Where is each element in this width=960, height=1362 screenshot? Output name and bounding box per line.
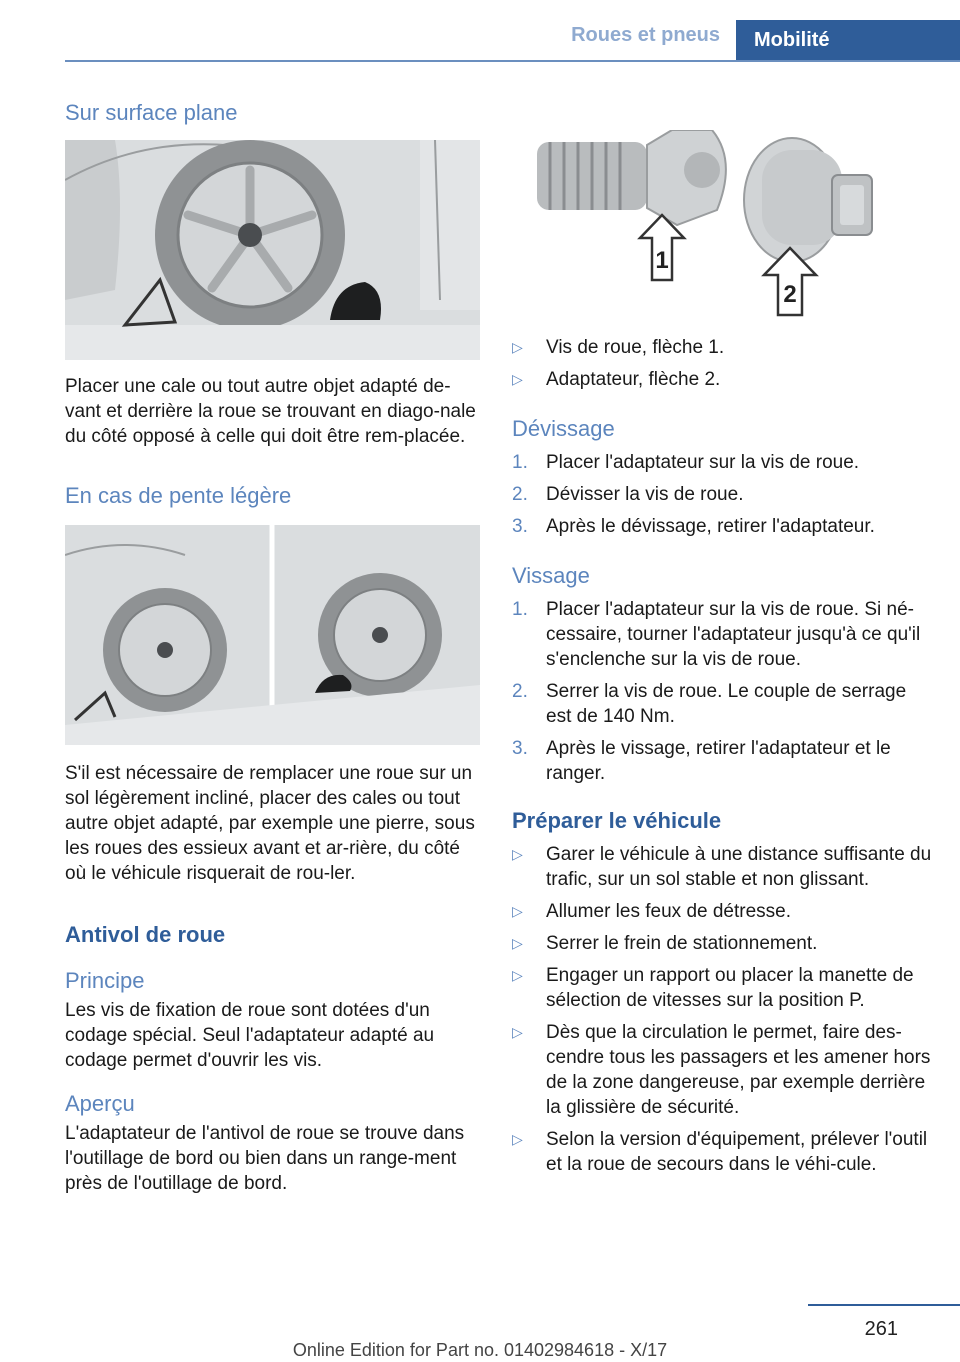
apercu-title: Aperçu xyxy=(65,1091,135,1116)
devissage-steps xyxy=(512,450,932,539)
figure-label-1: 1 xyxy=(655,247,669,274)
principe-title: Principe xyxy=(65,968,145,993)
figure-wheels-slope xyxy=(65,525,480,745)
list-item: 3. Après le vissage, retirer l'adaptateur et le ranger. xyxy=(512,738,891,784)
triangle-bullet-icon: ▷ xyxy=(512,903,523,919)
list-item: 1. Placer l'adaptateur sur la vis de roue. xyxy=(512,452,860,473)
triangle-bullet-icon: ▷ xyxy=(512,935,523,951)
header-section-title: Roues et pneus xyxy=(571,24,720,46)
triangle-bullet-icon: ▷ xyxy=(512,1024,523,1040)
left-column xyxy=(65,100,480,1196)
page-number: 261 xyxy=(864,1318,898,1340)
flat-surface-text: Placer une cale ou tout autre objet adapté de‐vant et derrière la roue se trouvant en diago‐nale du côté opposé à celle qui doit être rem‐placée. xyxy=(65,376,476,447)
list-item: 2. Dévisser la vis de roue. xyxy=(512,484,744,505)
list-item: ▷ Selon la version d'équipement, prélever l'outil et la roue de secours dans le véhi‐cule. xyxy=(512,1129,928,1175)
list-item: ▷ Adaptateur, flèche 2. xyxy=(512,369,721,390)
list-item: ▷ Serrer le frein de stationnement. xyxy=(512,933,818,954)
apercu-text: L'adaptateur de l'antivol de roue se trouve dans l'outillage de bord ou bien dans un range‐ment près de l'outillage de bord. xyxy=(65,1123,465,1194)
list-item: 2. Serrer la vis de roue. Le couple de serrage est de 140 Nm. xyxy=(512,681,907,727)
slope-title: En cas de pente légère xyxy=(65,483,292,508)
triangle-bullet-icon: ▷ xyxy=(512,1131,523,1147)
list-item: ▷ Engager un rapport ou placer la manette de sélection de vitesses sur la position P. xyxy=(512,965,914,1011)
vissage-steps xyxy=(512,597,932,786)
principe-text: Les vis de fixation de roue sont dotées d'un codage spécial. Seul l'adaptateur adapté au codage permet d'ouvrir les vis. xyxy=(65,1000,435,1071)
flat-surface-title: Sur surface plane xyxy=(65,100,238,125)
list-item: ▷ Garer le véhicule à une distance suffisante du trafic, sur un sol stable et non glissant. xyxy=(512,844,932,890)
footer-rule xyxy=(808,1304,960,1306)
figure-label-2: 2 xyxy=(783,281,797,308)
figure-wheel-flat xyxy=(65,140,480,360)
edition-footer: Online Edition for Part no. 01402984618 - X/17 xyxy=(292,1340,668,1360)
preparer-list xyxy=(512,842,932,1177)
list-item: 1. Placer l'adaptateur sur la vis de roue. Si né‐cessaire, tourner l'adaptateur jusqu'à ce qu'il s'enclenche sur la vis de roue. xyxy=(512,599,921,670)
vissage-title: Vissage xyxy=(512,563,590,588)
list-item: ▷ Allumer les feux de détresse. xyxy=(512,901,792,922)
list-item: ▷ Vis de roue, flèche 1. xyxy=(512,337,725,358)
triangle-bullet-icon: ▷ xyxy=(512,967,523,983)
header-chapter-tab: Mobilité xyxy=(736,20,960,62)
antivol-title: Antivol de roue xyxy=(65,922,226,947)
parts-list xyxy=(512,335,932,392)
right-column xyxy=(512,130,932,1184)
preparer-title: Préparer le véhicule xyxy=(512,808,722,833)
figure-bolt-adapter xyxy=(512,130,932,320)
list-item: 3. Après le dévissage, retirer l'adaptateur. xyxy=(512,516,875,537)
devissage-title: Dévissage xyxy=(512,416,615,441)
triangle-bullet-icon: ▷ xyxy=(512,371,523,387)
page-header xyxy=(0,0,960,64)
header-rule xyxy=(65,60,960,62)
slope-text: S'il est nécessaire de remplacer une roue sur un sol légèrement incliné, placer des cales ou tout autre objet adapté, par exemple une pierre, sous les roues des essieux avant et ar‐rière, du côté où le véhicule risquerait de rou‐ler. xyxy=(65,763,475,884)
list-item: ▷ Dès que la circulation le permet, faire des‐cendre tous les passagers et les amener hors de la zone dangereuse, par exemple derrière la glissière de sécurité. xyxy=(512,1022,931,1118)
triangle-bullet-icon: ▷ xyxy=(512,339,523,355)
triangle-bullet-icon: ▷ xyxy=(512,846,523,862)
